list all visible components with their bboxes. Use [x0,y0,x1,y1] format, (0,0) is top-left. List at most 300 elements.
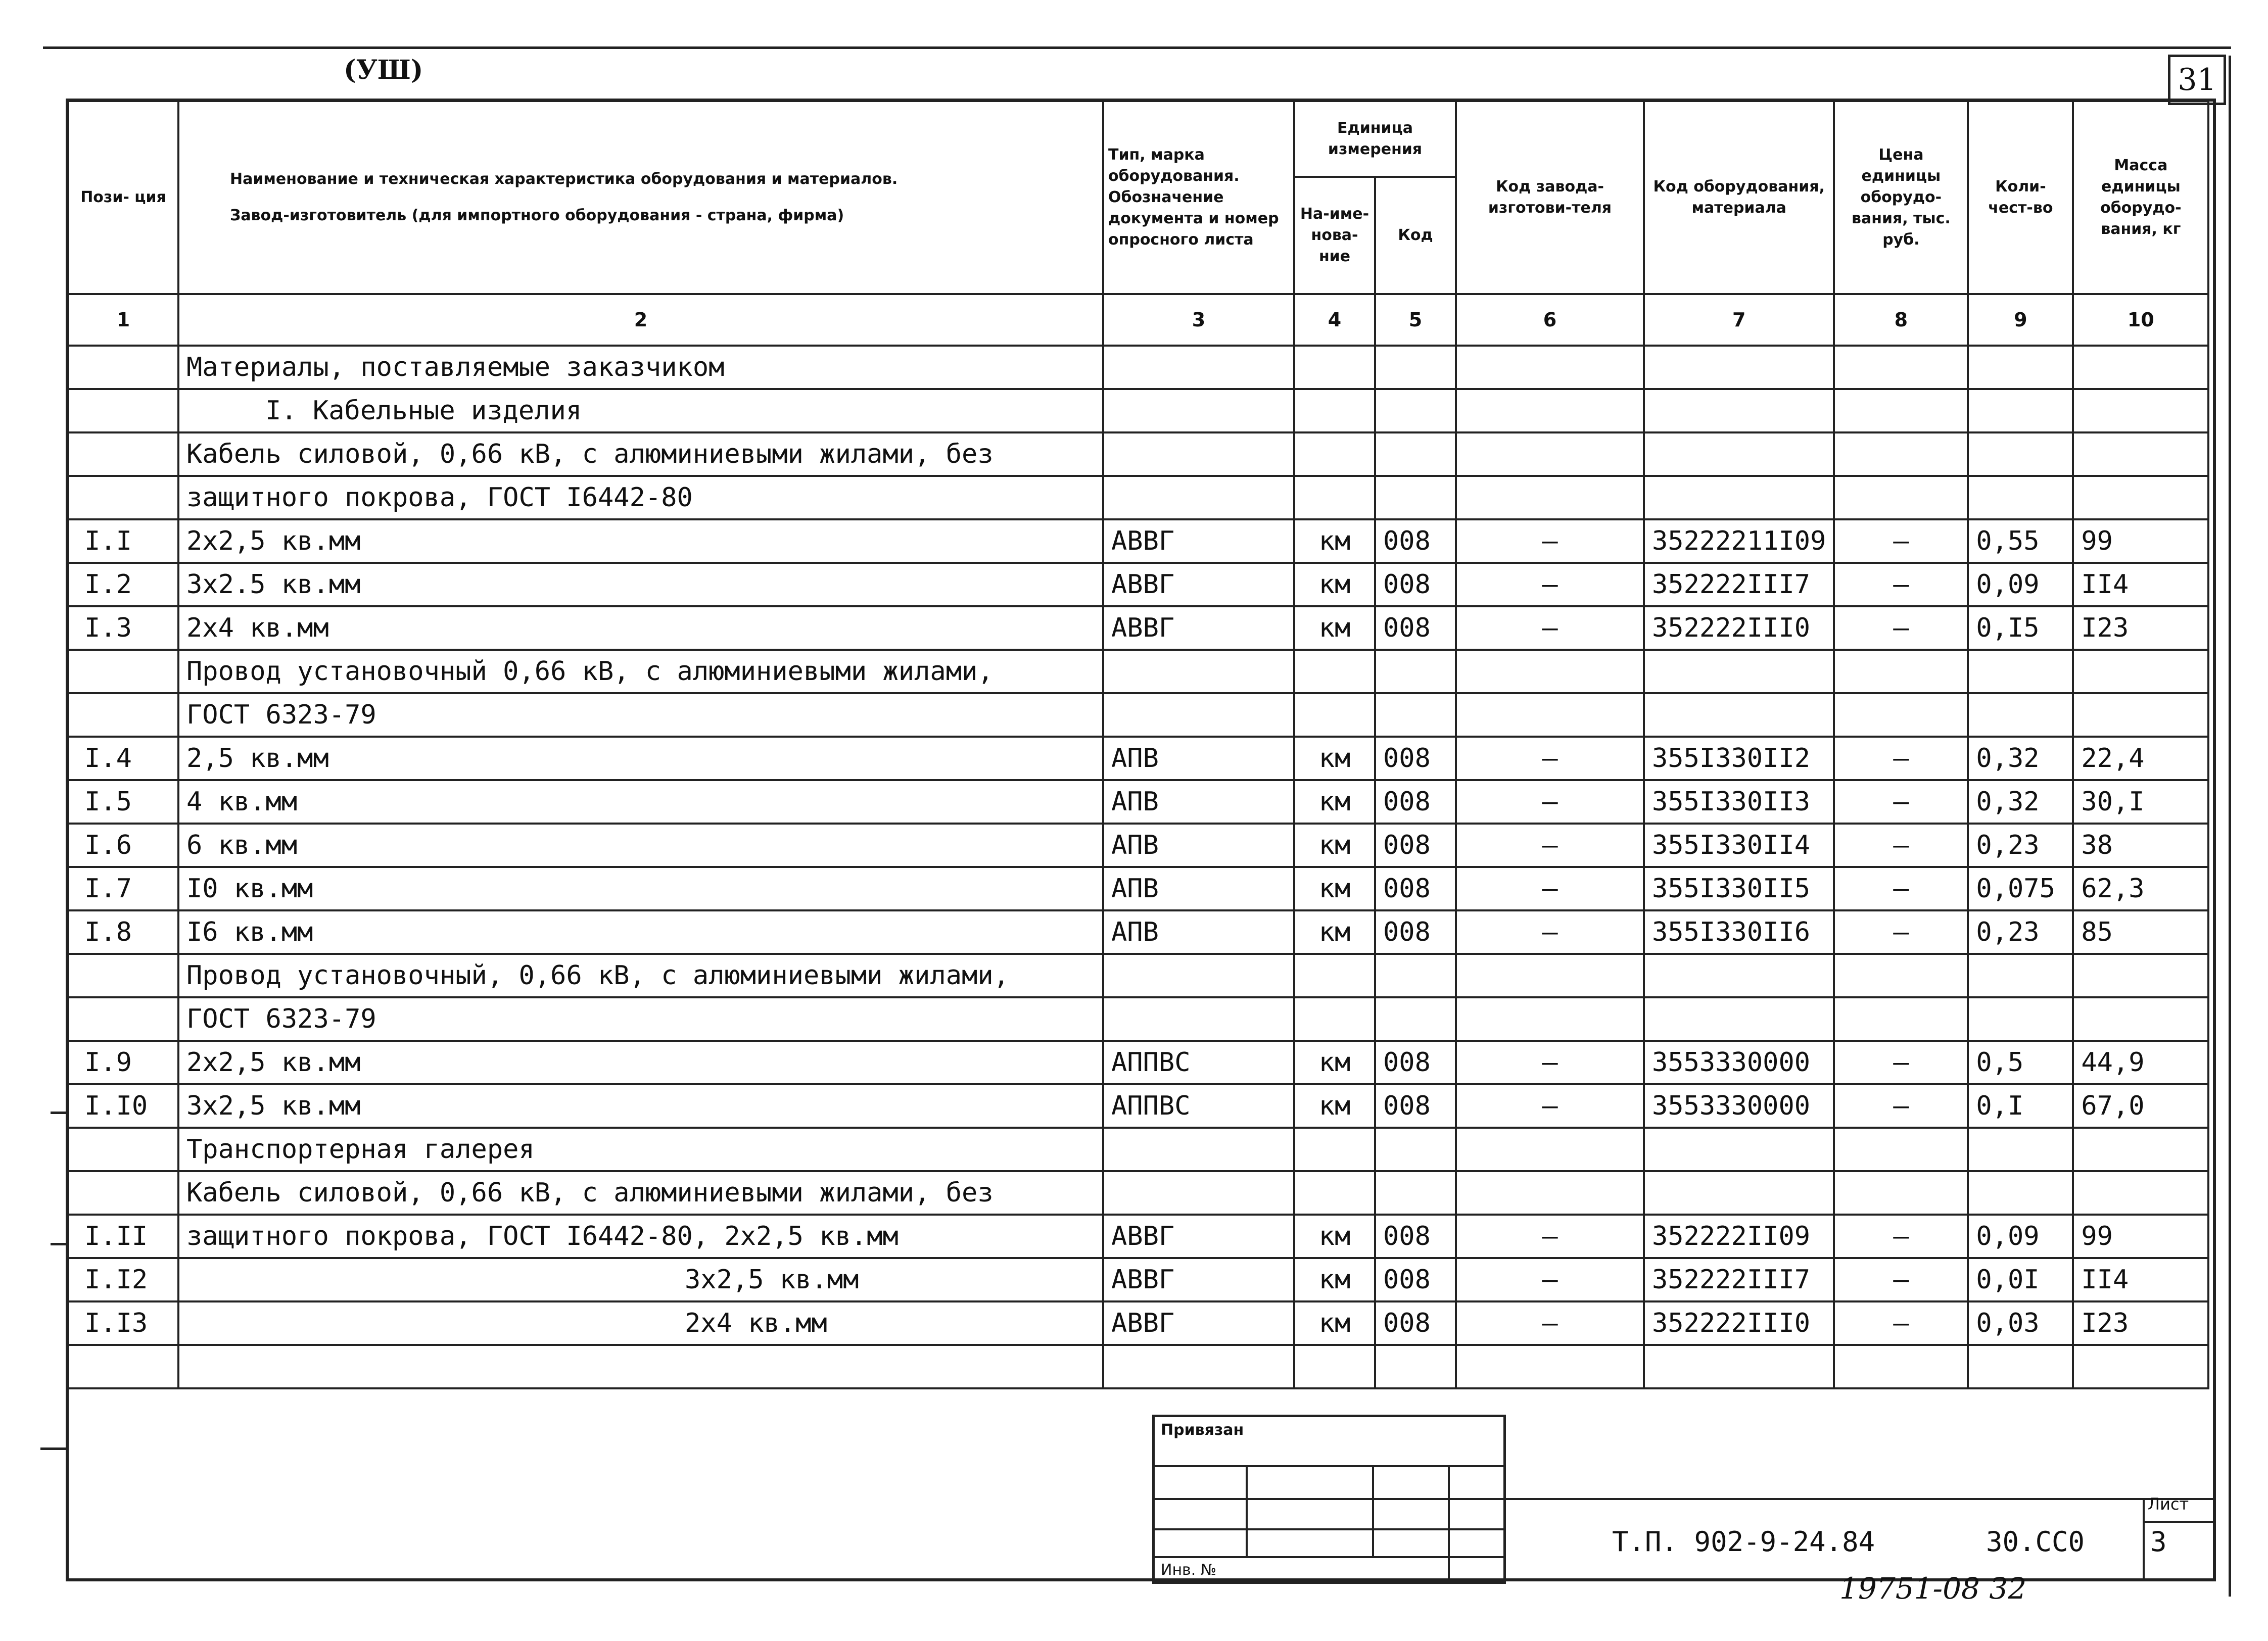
cell-equip-code: 35222211I09 [1644,519,1834,563]
cell-equip-code: 352222III0 [1644,606,1834,650]
cell-factory-code [1456,1171,1644,1215]
cell-factory-code: – [1456,824,1644,867]
cell-equip-code [1644,346,1834,389]
cell-price [1834,389,1968,432]
cell-price: – [1834,1041,1968,1084]
cell-type: АПВ [1103,737,1294,780]
cell-factory-code [1456,1128,1644,1171]
cell-factory-code: – [1456,1215,1644,1258]
cell-type [1103,1345,1294,1388]
cell-qty: 0,23 [1968,824,2073,867]
cell-unit-code [1375,346,1456,389]
cell-equip-code [1644,432,1834,476]
cell-factory-code: – [1456,519,1644,563]
cell-position: I.3 [68,606,178,650]
cell-type [1103,693,1294,737]
table-row [68,1041,2208,1084]
cell-qty [1968,346,2073,389]
column-number-row [68,294,2208,346]
table-row [68,1215,2208,1258]
cell-type: АВВГ [1103,1215,1294,1258]
table-row [68,346,2208,389]
stamp-rule [1155,1528,1503,1530]
cell-equip-code [1644,1345,1834,1388]
cell-factory-code: – [1456,1084,1644,1128]
cell-qty: 0,09 [1968,1215,2073,1258]
cell-qty: 0,32 [1968,780,2073,824]
cell-factory-code [1456,389,1644,432]
sheet-number: 3 [2150,1526,2167,1558]
cell-unit-name: км [1294,1301,1375,1345]
table-row [68,693,2208,737]
table-row [68,954,2208,997]
table-row [68,1345,2208,1388]
margin-tick [51,1243,66,1245]
cell-unit-code: 008 [1375,519,1456,563]
cell-factory-code: – [1456,780,1644,824]
cell-name: 3х2.5 кв.мм [178,563,1103,606]
cell-unit-code [1375,476,1456,519]
cell-price: – [1834,824,1968,867]
cell-unit-code [1375,1345,1456,1388]
cell-position [68,693,178,737]
cell-type [1103,346,1294,389]
cell-unit-name: км [1294,824,1375,867]
cell-unit-name [1294,954,1375,997]
table-row [68,867,2208,910]
cell-qty: 0,I5 [1968,606,2073,650]
cell-qty: 0,23 [1968,910,2073,954]
table-row [68,1171,2208,1215]
cell-unit-name: км [1294,1258,1375,1301]
margin-tick [51,1112,66,1114]
cell-unit-name [1294,997,1375,1041]
table-row [68,910,2208,954]
cell-mass: 85 [2073,910,2208,954]
cell-factory-code: – [1456,737,1644,780]
cell-price: – [1834,780,1968,824]
cell-position [68,997,178,1041]
cell-factory-code: – [1456,1258,1644,1301]
cell-unit-name: км [1294,737,1375,780]
cell-name: 2х4 кв.мм [178,1301,1103,1345]
cell-price [1834,1128,1968,1171]
cell-equip-code: 352222III7 [1644,563,1834,606]
cell-type: АВВГ [1103,606,1294,650]
cell-unit-name: км [1294,1041,1375,1084]
cell-position [68,389,178,432]
cell-equip-code: 352222III0 [1644,1301,1834,1345]
col-num: 7 [1644,294,1834,346]
col-num: 10 [2073,294,2208,346]
cell-equip-code [1644,476,1834,519]
cell-type [1103,432,1294,476]
cell-qty [1968,389,2073,432]
cell-position: I.2 [68,563,178,606]
cell-equip-code: 355I330II4 [1644,824,1834,867]
cell-position: I.4 [68,737,178,780]
cell-factory-code [1456,432,1644,476]
cell-price: – [1834,606,1968,650]
stamp-rule [1372,1465,1374,1556]
col-num: 5 [1375,294,1456,346]
cell-unit-name [1294,693,1375,737]
cell-position: I.II [68,1215,178,1258]
table-row [68,432,2208,476]
cell-mass: 22,4 [2073,737,2208,780]
cell-qty [1968,432,2073,476]
cell-unit-name [1294,1171,1375,1215]
right-rule [2229,56,2231,1597]
cell-name: 4 кв.мм [178,780,1103,824]
header-type: Тип, марка оборудования. Обозначение документа и номер опросного листа [1103,101,1294,294]
cell-price [1834,346,1968,389]
cell-mass [2073,693,2208,737]
cell-name: 6 кв.мм [178,824,1103,867]
cell-unit-code [1375,997,1456,1041]
cell-equip-code [1644,693,1834,737]
table-row [68,606,2208,650]
cell-factory-code: – [1456,1041,1644,1084]
cell-unit-name: км [1294,780,1375,824]
cell-factory-code: – [1456,867,1644,910]
cell-factory-code [1456,693,1644,737]
cell-position: I.7 [68,867,178,910]
cell-unit-name [1294,346,1375,389]
cell-unit-code: 008 [1375,1301,1456,1345]
header-qty: Коли-чест-во [1968,101,2073,294]
cell-position: I.I2 [68,1258,178,1301]
cell-factory-code [1456,650,1644,693]
cell-position [68,1171,178,1215]
table-row [68,1128,2208,1171]
archive-number: 19751-08 32 [1839,1571,2027,1606]
cell-qty [1968,476,2073,519]
cell-equip-code [1644,1128,1834,1171]
cell-factory-code: – [1456,606,1644,650]
cell-qty [1968,1345,2073,1388]
cell-mass [2073,346,2208,389]
cell-type: АВВГ [1103,1301,1294,1345]
cell-mass: II4 [2073,563,2208,606]
cell-unit-code [1375,432,1456,476]
cell-equip-code: 355I330II3 [1644,780,1834,824]
cell-type: АВВГ [1103,563,1294,606]
cell-equip-code: 352222II09 [1644,1215,1834,1258]
cell-price [1834,650,1968,693]
cell-unit-code: 008 [1375,1215,1456,1258]
cell-qty: 0,32 [1968,737,2073,780]
cell-mass: 30,I [2073,780,2208,824]
cell-position: I.I0 [68,1084,178,1128]
cell-factory-code [1456,346,1644,389]
cell-price: – [1834,737,1968,780]
table-row [68,476,2208,519]
cell-unit-code: 008 [1375,824,1456,867]
cell-position: I.9 [68,1041,178,1084]
cell-price: – [1834,519,1968,563]
cell-price: – [1834,1084,1968,1128]
cell-equip-code: 355I330II5 [1644,867,1834,910]
cell-price: – [1834,1258,1968,1301]
cell-unit-code: 008 [1375,1258,1456,1301]
cell-qty [1968,1171,2073,1215]
cell-position: I.I [68,519,178,563]
cell-name: 2,5 кв.мм [178,737,1103,780]
cell-type: АПВ [1103,910,1294,954]
cell-mass [2073,476,2208,519]
cell-unit-code: 008 [1375,780,1456,824]
header-unit-name: На-име-нова-ние [1294,177,1375,294]
cell-unit-code [1375,693,1456,737]
col-num: 6 [1456,294,1644,346]
header-position: Пози- ция [68,101,178,294]
cell-equip-code [1644,389,1834,432]
cell-unit-name [1294,432,1375,476]
cell-position [68,1345,178,1388]
cell-name: 2х2,5 кв.мм [178,519,1103,563]
header-price: Цена единицы оборудо-вания, тыс. руб. [1834,101,1968,294]
cell-name: Кабель силовой, 0,66 кВ, с алюминиевыми жилами, без [178,1171,1103,1215]
cell-equip-code [1644,997,1834,1041]
cell-position [68,1128,178,1171]
cell-unit-name: км [1294,867,1375,910]
cell-mass: 99 [2073,1215,2208,1258]
header-mass: Масса единицы оборудо-вания, кг [2073,101,2208,294]
cell-equip-code [1644,650,1834,693]
title-block-rule [1506,1498,2216,1500]
cell-unit-name [1294,476,1375,519]
table-row [68,1258,2208,1301]
cell-name [178,1345,1103,1388]
cell-qty [1968,693,2073,737]
cell-type: АПВ [1103,780,1294,824]
cell-name: защитного покрова, ГОСТ I6442-80 [178,476,1103,519]
top-rule [43,46,2231,49]
cell-type [1103,1171,1294,1215]
cell-type: АППВС [1103,1041,1294,1084]
cell-equip-code: 3553330000 [1644,1084,1834,1128]
cell-name: 2х2,5 кв.мм [178,1041,1103,1084]
cell-mass [2073,1345,2208,1388]
cell-position [68,650,178,693]
cell-unit-name: км [1294,910,1375,954]
sheet-label: Лист [2148,1494,2189,1514]
cell-mass [2073,1171,2208,1215]
cell-position [68,954,178,997]
cell-price [1834,1171,1968,1215]
header-equip-code: Код оборудования, материала [1644,101,1834,294]
cell-equip-code: 352222III7 [1644,1258,1834,1301]
col-num: 3 [1103,294,1294,346]
cell-unit-code [1375,389,1456,432]
cell-unit-code [1375,1171,1456,1215]
cell-type [1103,1128,1294,1171]
cell-mass [2073,389,2208,432]
cell-qty [1968,954,2073,997]
cell-unit-code: 008 [1375,910,1456,954]
cell-unit-name: км [1294,1215,1375,1258]
cell-unit-code: 008 [1375,1041,1456,1084]
header-name [178,101,1103,294]
header-unit: Единица измерения [1294,101,1456,177]
stamp-rule [1155,1498,1503,1500]
cell-unit-name [1294,1345,1375,1388]
cell-price [1834,432,1968,476]
cell-name: защитного покрова, ГОСТ I6442-80, 2х2,5 кв.мм [178,1215,1103,1258]
cell-factory-code [1456,954,1644,997]
cell-qty: 0,075 [1968,867,2073,910]
cell-equip-code: 355I330II2 [1644,737,1834,780]
cell-position [68,346,178,389]
cell-position: I.8 [68,910,178,954]
cell-factory-code [1456,1345,1644,1388]
cell-qty: 0,09 [1968,563,2073,606]
cell-mass: 44,9 [2073,1041,2208,1084]
cell-unit-code [1375,650,1456,693]
table-row [68,389,2208,432]
cell-price [1834,693,1968,737]
cell-name: Материалы, поставляемые заказчиком [178,346,1103,389]
col-num: 2 [178,294,1103,346]
stamp-rule [1155,1556,1503,1558]
col-num: 1 [68,294,178,346]
cell-unit-name [1294,650,1375,693]
cell-mass: II4 [2073,1258,2208,1301]
header-name-line2: Завод-изготовитель (для импортного оборудования - страна, фирма) [230,207,844,224]
cell-unit-code: 008 [1375,606,1456,650]
cell-qty: 0,I [1968,1084,2073,1128]
cell-qty: 0,03 [1968,1301,2073,1345]
specification-table [67,100,2209,1389]
cell-qty: 0,5 [1968,1041,2073,1084]
cell-factory-code: – [1456,910,1644,954]
cell-position: I.5 [68,780,178,824]
cell-price [1834,476,1968,519]
cell-equip-code: 3553330000 [1644,1041,1834,1084]
cell-qty: 0,55 [1968,519,2073,563]
cell-mass [2073,997,2208,1041]
cell-price: – [1834,910,1968,954]
cell-mass: 67,0 [2073,1084,2208,1128]
cell-unit-code: 008 [1375,1084,1456,1128]
page-number: 31 [2168,55,2226,105]
header-unit-code: Код [1375,177,1456,294]
cell-name: Провод установочный 0,66 кВ, с алюминиевыми жилами, [178,650,1103,693]
title-block-rule [2143,1498,2145,1581]
cell-name: I. Кабельные изделия [178,389,1103,432]
cell-type: АППВС [1103,1084,1294,1128]
cell-mass [2073,1128,2208,1171]
cell-unit-name [1294,1128,1375,1171]
cell-price: – [1834,1215,1968,1258]
cell-mass: I23 [2073,1301,2208,1345]
col-num: 4 [1294,294,1375,346]
cell-price [1834,954,1968,997]
stamp-label: Привязан [1161,1421,1244,1439]
cell-name: Провод установочный, 0,66 кВ, с алюминиевыми жилами, [178,954,1103,997]
cell-mass [2073,954,2208,997]
cell-name: Транспортерная галерея [178,1128,1103,1171]
cell-mass: 62,3 [2073,867,2208,910]
stamp-rule [1448,1465,1450,1581]
table-row [68,737,2208,780]
table-row [68,824,2208,867]
binding-stamp [1152,1415,1506,1584]
cell-type [1103,954,1294,997]
col-num: 8 [1834,294,1968,346]
table-row [68,1301,2208,1345]
table-row [68,780,2208,824]
cell-unit-name: км [1294,563,1375,606]
cell-position: I.6 [68,824,178,867]
table-row [68,997,2208,1041]
stamp-rule [1155,1465,1503,1467]
title-block-rule [2143,1521,2216,1523]
cell-unit-code [1375,954,1456,997]
cell-equip-code: 355I330II6 [1644,910,1834,954]
cell-mass [2073,432,2208,476]
cell-name: I0 кв.мм [178,867,1103,910]
cell-unit-code: 008 [1375,867,1456,910]
cell-mass: 99 [2073,519,2208,563]
cell-type [1103,650,1294,693]
cell-mass [2073,650,2208,693]
table-row [68,650,2208,693]
table-row [68,1084,2208,1128]
cell-type: АВВГ [1103,519,1294,563]
cell-type [1103,476,1294,519]
cell-mass: 38 [2073,824,2208,867]
cell-equip-code [1644,1171,1834,1215]
stamp-rule [1246,1465,1248,1556]
cell-price: – [1834,867,1968,910]
cell-type [1103,389,1294,432]
cell-factory-code [1456,997,1644,1041]
cell-name: Кабель силовой, 0,66 кВ, с алюминиевыми жилами, без [178,432,1103,476]
col-num: 9 [1968,294,2073,346]
cell-qty [1968,1128,2073,1171]
cell-price: – [1834,1301,1968,1345]
cell-name: ГОСТ 6323-79 [178,693,1103,737]
cell-qty: 0,0I [1968,1258,2073,1301]
margin-tick [40,1447,66,1450]
cell-unit-code: 008 [1375,737,1456,780]
cell-type: АВВГ [1103,1258,1294,1301]
header-factory-code: Код завода-изготови-теля [1456,101,1644,294]
cell-unit-name: км [1294,519,1375,563]
cell-mass: I23 [2073,606,2208,650]
cell-price: – [1834,563,1968,606]
cell-factory-code: – [1456,1301,1644,1345]
cell-qty [1968,650,2073,693]
cell-equip-code [1644,954,1834,997]
cell-unit-code: 008 [1375,563,1456,606]
cell-name: 3х2,5 кв.мм [178,1258,1103,1301]
document-designation: Т.П. 902-9-24.84 [1612,1526,1875,1558]
cell-unit-name [1294,389,1375,432]
cell-name: ГОСТ 6323-79 [178,997,1103,1041]
cell-name: I6 кв.мм [178,910,1103,954]
cell-name: 2х4 кв.мм [178,606,1103,650]
section-label: (УШ) [344,55,423,85]
cell-price [1834,997,1968,1041]
cell-type: АПВ [1103,824,1294,867]
cell-position [68,432,178,476]
table-row [68,563,2208,606]
cell-position: I.I3 [68,1301,178,1345]
inventory-label: Инв. № [1161,1561,1217,1579]
